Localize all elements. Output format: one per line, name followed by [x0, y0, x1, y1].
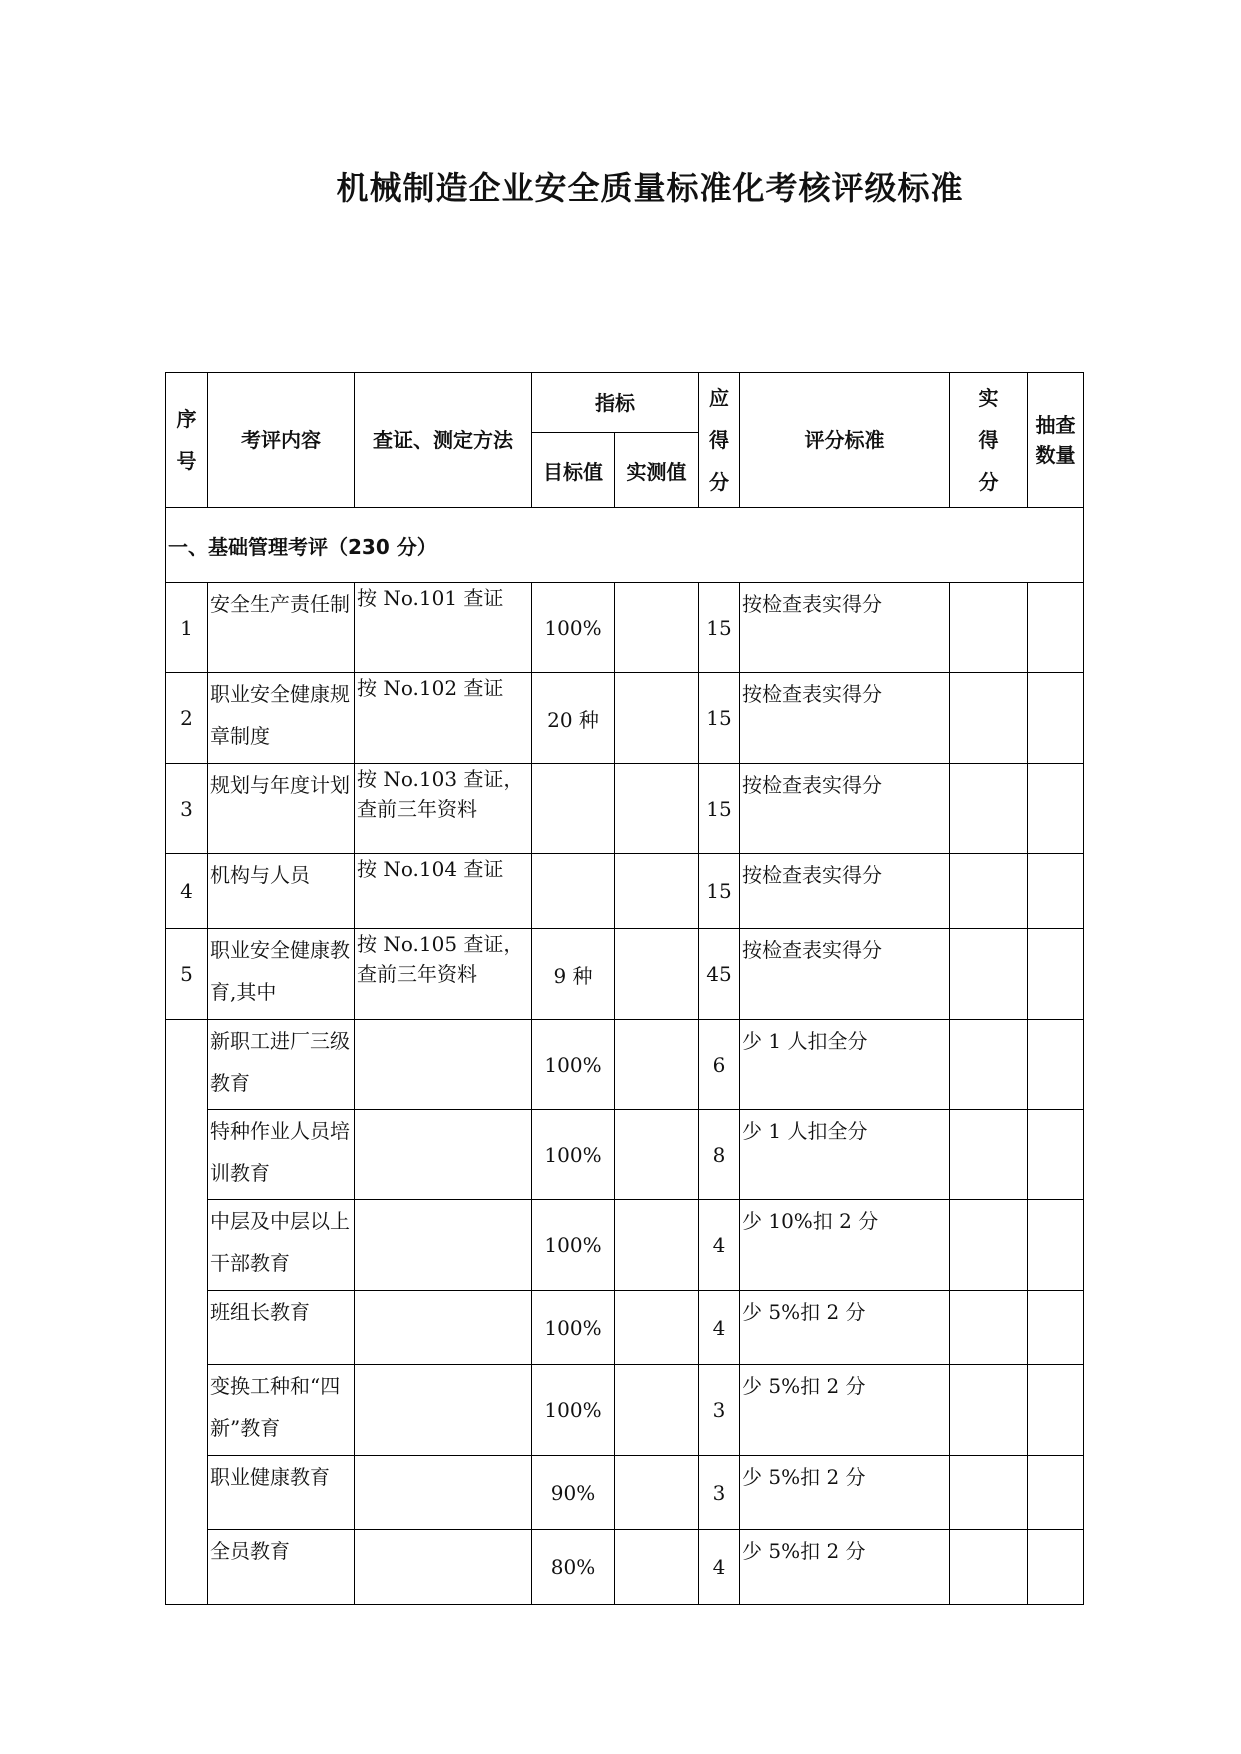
subrow-method	[355, 1291, 532, 1365]
subrow-method	[355, 1456, 532, 1530]
row-criteria: 按检查表实得分	[740, 929, 950, 1020]
row-score: 15	[699, 673, 740, 764]
subrow-actual	[950, 1200, 1028, 1291]
subrow-score: 3	[699, 1365, 740, 1456]
subrow-method	[355, 1110, 532, 1200]
row-method: 按 No.101 查证	[355, 583, 532, 673]
subrow-name: 职业健康教育	[208, 1456, 355, 1530]
page-title: 机械制造企业安全质量标准化考核评级标准	[336, 169, 964, 207]
subrow-sample	[1028, 1291, 1084, 1365]
subrow-criteria: 少 5%扣 2 分	[740, 1291, 950, 1365]
row-no: 4	[166, 854, 208, 929]
subrow-target: 100%	[532, 1020, 615, 1110]
row-actual	[950, 764, 1028, 854]
subrow-measured	[615, 1020, 699, 1110]
subrow-criteria: 少 5%扣 2 分	[740, 1530, 950, 1605]
subrow-criteria: 少 10%扣 2 分	[740, 1200, 950, 1291]
subrow-sample	[1028, 1200, 1084, 1291]
subrow-measured	[615, 1291, 699, 1365]
row-criteria: 按检查表实得分	[740, 854, 950, 929]
subrow-measured	[615, 1530, 699, 1605]
subrow-criteria: 少 5%扣 2 分	[740, 1365, 950, 1456]
row-name: 安全生产责任制	[208, 583, 355, 673]
row-sample	[1028, 764, 1084, 854]
header-score: 应得分	[699, 373, 740, 508]
subrow-criteria: 少 5%扣 2 分	[740, 1456, 950, 1530]
subrow-sample	[1028, 1365, 1084, 1456]
header-sample: 抽查数量	[1028, 373, 1084, 508]
row-sample	[1028, 583, 1084, 673]
subrow-target: 100%	[532, 1110, 615, 1200]
subrow-target: 100%	[532, 1365, 615, 1456]
table-subrow	[166, 1110, 1084, 1200]
subrow-sample	[1028, 1530, 1084, 1605]
subrow-group-no	[166, 1020, 208, 1605]
subrow-method	[355, 1200, 532, 1291]
subrow-target: 80%	[532, 1530, 615, 1605]
row-no: 3	[166, 764, 208, 854]
subrow-name: 中层及中层以上干部教育	[208, 1200, 355, 1291]
row-method: 按 No.103 查证，查前三年资料	[355, 764, 532, 854]
subrow-sample	[1028, 1020, 1084, 1110]
row-name: 机构与人员	[208, 854, 355, 929]
header-actual: 实得分	[950, 373, 1028, 508]
subrow-criteria: 少 1 人扣全分	[740, 1110, 950, 1200]
header-content: 考评内容	[208, 373, 355, 508]
subrow-measured	[615, 1365, 699, 1456]
subrow-actual	[950, 1365, 1028, 1456]
header-target: 目标值	[532, 433, 615, 508]
row-sample	[1028, 929, 1084, 1020]
row-name: 规划与年度计划	[208, 764, 355, 854]
row-sample	[1028, 854, 1084, 929]
table-subrow	[166, 1200, 1084, 1291]
subrow-score: 4	[699, 1291, 740, 1365]
row-actual	[950, 929, 1028, 1020]
table-row	[166, 583, 1084, 673]
row-criteria: 按检查表实得分	[740, 673, 950, 764]
row-actual	[950, 583, 1028, 673]
subrow-actual	[950, 1110, 1028, 1200]
table-row	[166, 929, 1084, 1020]
table-row	[166, 673, 1084, 764]
subrow-criteria: 少 1 人扣全分	[740, 1020, 950, 1110]
subrow-score: 8	[699, 1110, 740, 1200]
row-actual	[950, 673, 1028, 764]
subrow-actual	[950, 1020, 1028, 1110]
row-target	[532, 764, 615, 854]
subrow-name: 班组长教育	[208, 1291, 355, 1365]
row-measured	[615, 764, 699, 854]
subrow-target: 100%	[532, 1291, 615, 1365]
header-criteria: 评分标准	[740, 373, 950, 508]
subrow-score: 4	[699, 1200, 740, 1291]
row-target: 9 种	[532, 929, 615, 1020]
subrow-name: 新职工进厂三级教育	[208, 1020, 355, 1110]
row-score: 15	[699, 764, 740, 854]
row-no: 2	[166, 673, 208, 764]
row-score: 15	[699, 854, 740, 929]
subrow-method	[355, 1020, 532, 1110]
subrow-name: 全员教育	[208, 1530, 355, 1605]
subrow-name: 变换工种和“四新”教育	[208, 1365, 355, 1456]
row-name: 职业安全健康规章制度	[208, 673, 355, 764]
row-target: 100%	[532, 583, 615, 673]
subrow-score: 6	[699, 1020, 740, 1110]
table-subrow	[166, 1020, 1084, 1110]
row-criteria: 按检查表实得分	[740, 764, 950, 854]
row-score: 15	[699, 583, 740, 673]
subrow-measured	[615, 1456, 699, 1530]
subrow-method	[355, 1530, 532, 1605]
section-row	[166, 508, 1084, 583]
table-subrow	[166, 1291, 1084, 1365]
row-measured	[615, 854, 699, 929]
row-measured	[615, 673, 699, 764]
header-indicator: 指标	[532, 373, 699, 433]
row-measured	[615, 583, 699, 673]
subrow-actual	[950, 1456, 1028, 1530]
subrow-name: 特种作业人员培训教育	[208, 1110, 355, 1200]
subrow-sample	[1028, 1456, 1084, 1530]
row-method: 按 No.104 查证	[355, 854, 532, 929]
row-no: 1	[166, 583, 208, 673]
table-row	[166, 764, 1084, 854]
row-target: 20 种	[532, 673, 615, 764]
row-measured	[615, 929, 699, 1020]
subrow-target: 90%	[532, 1456, 615, 1530]
table-subrow	[166, 1456, 1084, 1530]
row-name: 职业安全健康教育,其中	[208, 929, 355, 1020]
header-measured: 实测值	[615, 433, 699, 508]
header-no: 序号	[166, 373, 208, 508]
header-method: 查证、测定方法	[355, 373, 532, 508]
subrow-actual	[950, 1530, 1028, 1605]
subrow-measured	[615, 1200, 699, 1291]
subrow-score: 3	[699, 1456, 740, 1530]
row-no: 5	[166, 929, 208, 1020]
row-score: 45	[699, 929, 740, 1020]
subrow-target: 100%	[532, 1200, 615, 1291]
subrow-score: 4	[699, 1530, 740, 1605]
subrow-sample	[1028, 1110, 1084, 1200]
table-subrow	[166, 1530, 1084, 1605]
row-method: 按 No.102 查证	[355, 673, 532, 764]
subrow-method	[355, 1365, 532, 1456]
table-subrow	[166, 1365, 1084, 1456]
subrow-actual	[950, 1291, 1028, 1365]
subrow-measured	[615, 1110, 699, 1200]
header-row	[166, 373, 1084, 433]
row-target	[532, 854, 615, 929]
row-actual	[950, 854, 1028, 929]
section-title: 一、基础管理考评（230 分）	[166, 508, 1084, 583]
table-row	[166, 854, 1084, 929]
assessment-table	[165, 372, 1084, 1605]
row-sample	[1028, 673, 1084, 764]
row-criteria: 按检查表实得分	[740, 583, 950, 673]
row-method: 按 No.105 查证，查前三年资料	[355, 929, 532, 1020]
